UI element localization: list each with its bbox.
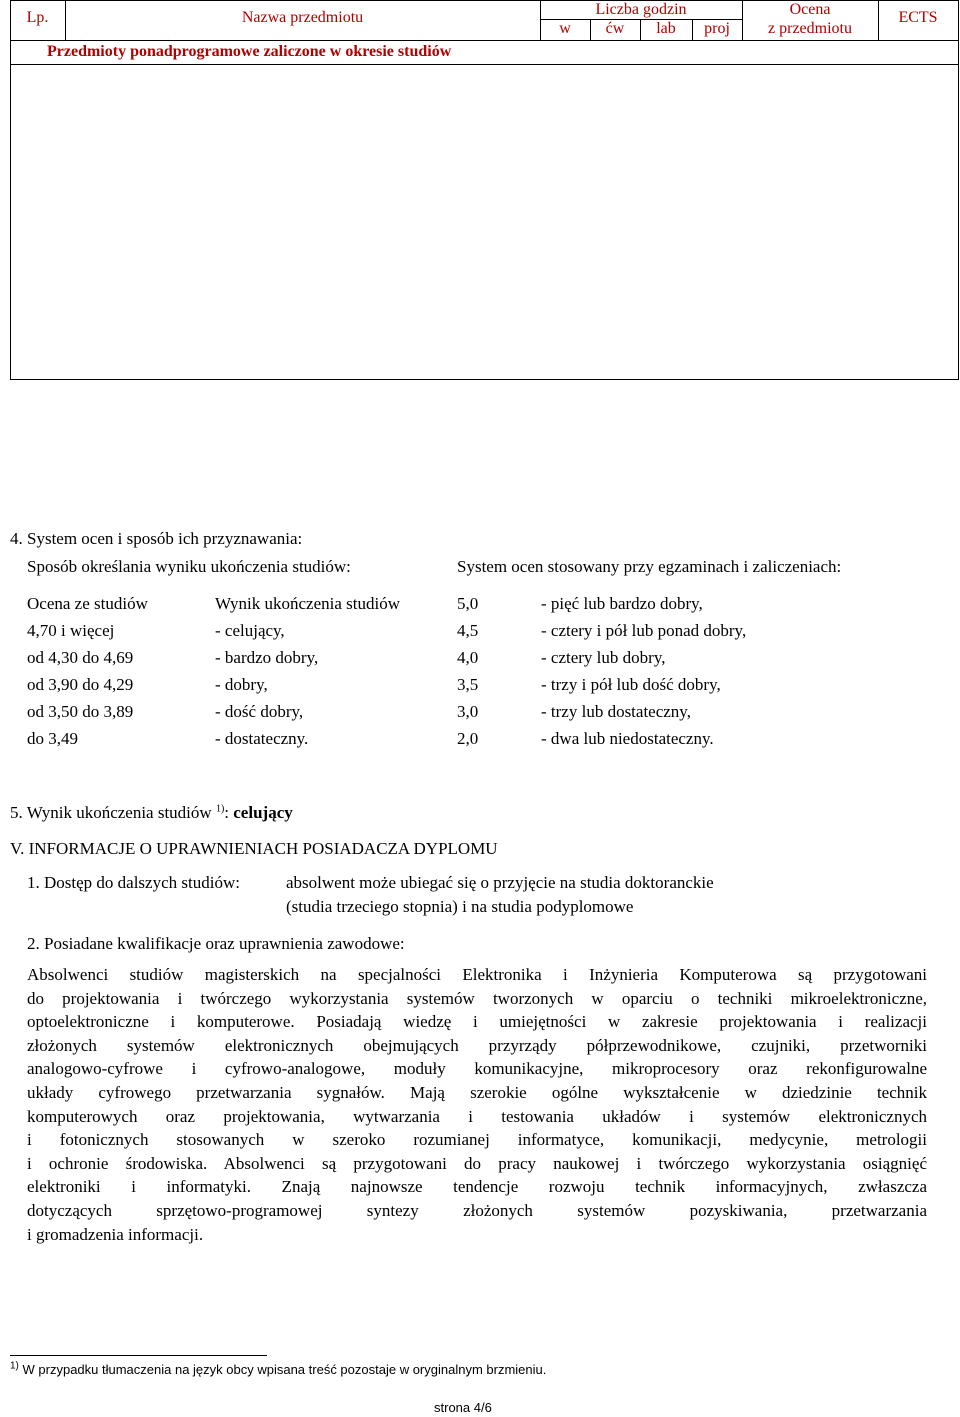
access-text-line1: absolwent może ubiegać się o przyjęcie na studia doktoranckie <box>286 873 714 892</box>
table-subtitle: Przedmioty ponadprogramowe zaliczone w okresie studiów <box>47 43 452 60</box>
access-label: 1. Dostęp do dalszych studiów: <box>27 873 240 892</box>
paragraph-line: i fotonicznych stosowanych w szeroko rozumianej informatyce, komunikacji, medycynie, metrologii <box>27 1130 927 1150</box>
paragraph-line: układy cyfrowego przetwarzania sygnałów. Mają szerokie ogólne wykształcenie w dziedzinie technik <box>27 1082 927 1102</box>
grading-cell: - dwa lub niedostateczny. <box>541 729 714 748</box>
grading-cell: - dość dobry, <box>215 702 304 721</box>
grading-cell: - trzy i pół lub dość dobry, <box>541 675 721 694</box>
section5-value: celujący <box>233 803 293 822</box>
paragraph-line: analogowo-cyfrowe i cyfrowo-analogowe, moduły komunikacyjne, mikroprocesory oraz rekonfigurowalne <box>27 1059 927 1079</box>
grading-cell: Wynik ukończenia studiów <box>215 594 400 613</box>
qualifications-label: 2. Posiadane kwalifikacje oraz uprawnienia zawodowe: <box>27 934 405 953</box>
paragraph-line: dotyczących sprzętowo-programowej syntezy złożonych systemów pozyskiwania, przetwarzania <box>27 1200 927 1220</box>
qualifications-paragraph <box>27 963 927 1246</box>
table-left-border <box>10 0 11 380</box>
grading-cell: - dostateczny. <box>215 729 309 748</box>
footnote-text: W przypadku tłumaczenia na język obcy wpisana treść pozostaje w oryginalnym brzmieniu. <box>18 1362 547 1377</box>
paragraph-line: optoelektroniczne i komputerowe. Posiadają wiedzę i umiejętności w zakresie projektowania i realizacji <box>27 1012 927 1032</box>
footnote-mark: 1) <box>10 1360 19 1372</box>
header-name: Nazwa przedmiotu <box>241 9 364 26</box>
paragraph-line: elektroniki i informatyki. Znają najnowsze tendencje rozwoju technik informacyjnych, zwłaszcza <box>27 1177 927 1197</box>
grading-cell: - bardzo dobry, <box>215 648 319 667</box>
header-hours-lab: lab <box>656 20 676 37</box>
section4-left-heading: Sposób określania wyniku ukończenia studiów: <box>27 557 351 576</box>
grading-cell: 4,0 <box>457 648 479 667</box>
grading-cell: Ocena ze studiów <box>27 594 148 613</box>
table-right-border <box>958 0 959 380</box>
section5-result <box>10 803 293 823</box>
paragraph-line: komputerowych oraz projektowania, wytwarzania i testowania układów i systemów elektronicznych <box>27 1106 927 1126</box>
footnote-ref: 1) <box>215 803 225 815</box>
header-grade-sub: z przedmiotu <box>768 20 852 37</box>
header-hours-cw: ćw <box>605 20 625 37</box>
header-hours-proj: proj <box>704 20 730 37</box>
footnote <box>10 1362 546 1377</box>
header-hours-w: w <box>559 20 571 37</box>
grading-cell: 5,0 <box>457 594 479 613</box>
access-text-line2: (studia trzeciego stopnia) i na studia podyplomowe <box>286 897 634 916</box>
table-subtitle-divider <box>10 64 958 65</box>
section4-heading: 4. System ocen i sposób ich przyznawania: <box>10 529 303 548</box>
footnote-separator <box>10 1355 267 1356</box>
section-v-heading: V. INFORMACJE O UPRAWNIENIACH POSIADACZA DYPLOMU <box>10 839 498 858</box>
grading-cell: - dobry, <box>215 675 268 694</box>
grading-cell: - cztery i pół lub ponad dobry, <box>541 621 747 640</box>
grading-cell: 2,0 <box>457 729 479 748</box>
paragraph-line: do projektowania i twórczego wykorzystania systemów tworzonych w oparciu o techniki mikroelektroniczne, <box>27 988 927 1008</box>
grading-cell: 3,5 <box>457 675 479 694</box>
grading-cell: - celujący, <box>215 621 285 640</box>
grading-cell: - cztery lub dobry, <box>541 648 666 667</box>
grading-cell: od 3,90 do 4,29 <box>27 675 134 694</box>
paragraph-line: i ochronie środowiska. Absolwenci są przygotowani do pracy naukowej i twórczego wykorzystania osiągnięć <box>27 1153 927 1173</box>
grading-cell: do 3,49 <box>27 729 78 748</box>
grading-cell: 3,0 <box>457 702 479 721</box>
paragraph-line: Absolwenci studiów magisterskich na specjalności Elektronika i Inżynieria Komputerowa są przygotowani <box>27 965 927 984</box>
header-hours: Liczba godzin <box>595 1 687 18</box>
header-ects: ECTS <box>898 9 938 26</box>
paragraph-line: złożonych systemów elektronicznych obejmujących przyrządy półprzewodnikowe, czujniki, przetworniki <box>27 1035 927 1055</box>
section5-label: 5. Wynik ukończenia studiów <box>10 803 212 822</box>
section5-colon: : <box>224 803 234 822</box>
table-bottom-border <box>10 379 958 380</box>
grading-cell: - pięć lub bardzo dobry, <box>541 594 703 613</box>
paragraph-line: i gromadzenia informacji. <box>27 1224 204 1244</box>
header-lp: Lp. <box>26 9 49 26</box>
grading-cell: 4,5 <box>457 621 479 640</box>
header-grade: Ocena <box>789 1 831 18</box>
grading-cell: od 3,50 do 3,89 <box>27 702 134 721</box>
grading-cell: od 4,30 do 4,69 <box>27 648 134 667</box>
table-header-divider <box>10 40 958 41</box>
page-number: strona 4/6 <box>434 1400 492 1415</box>
grading-cell: - trzy lub dostateczny, <box>541 702 691 721</box>
grading-cell: 4,70 i więcej <box>27 621 115 640</box>
section4-right-heading: System ocen stosowany przy egzaminach i zaliczeniach: <box>457 557 842 576</box>
